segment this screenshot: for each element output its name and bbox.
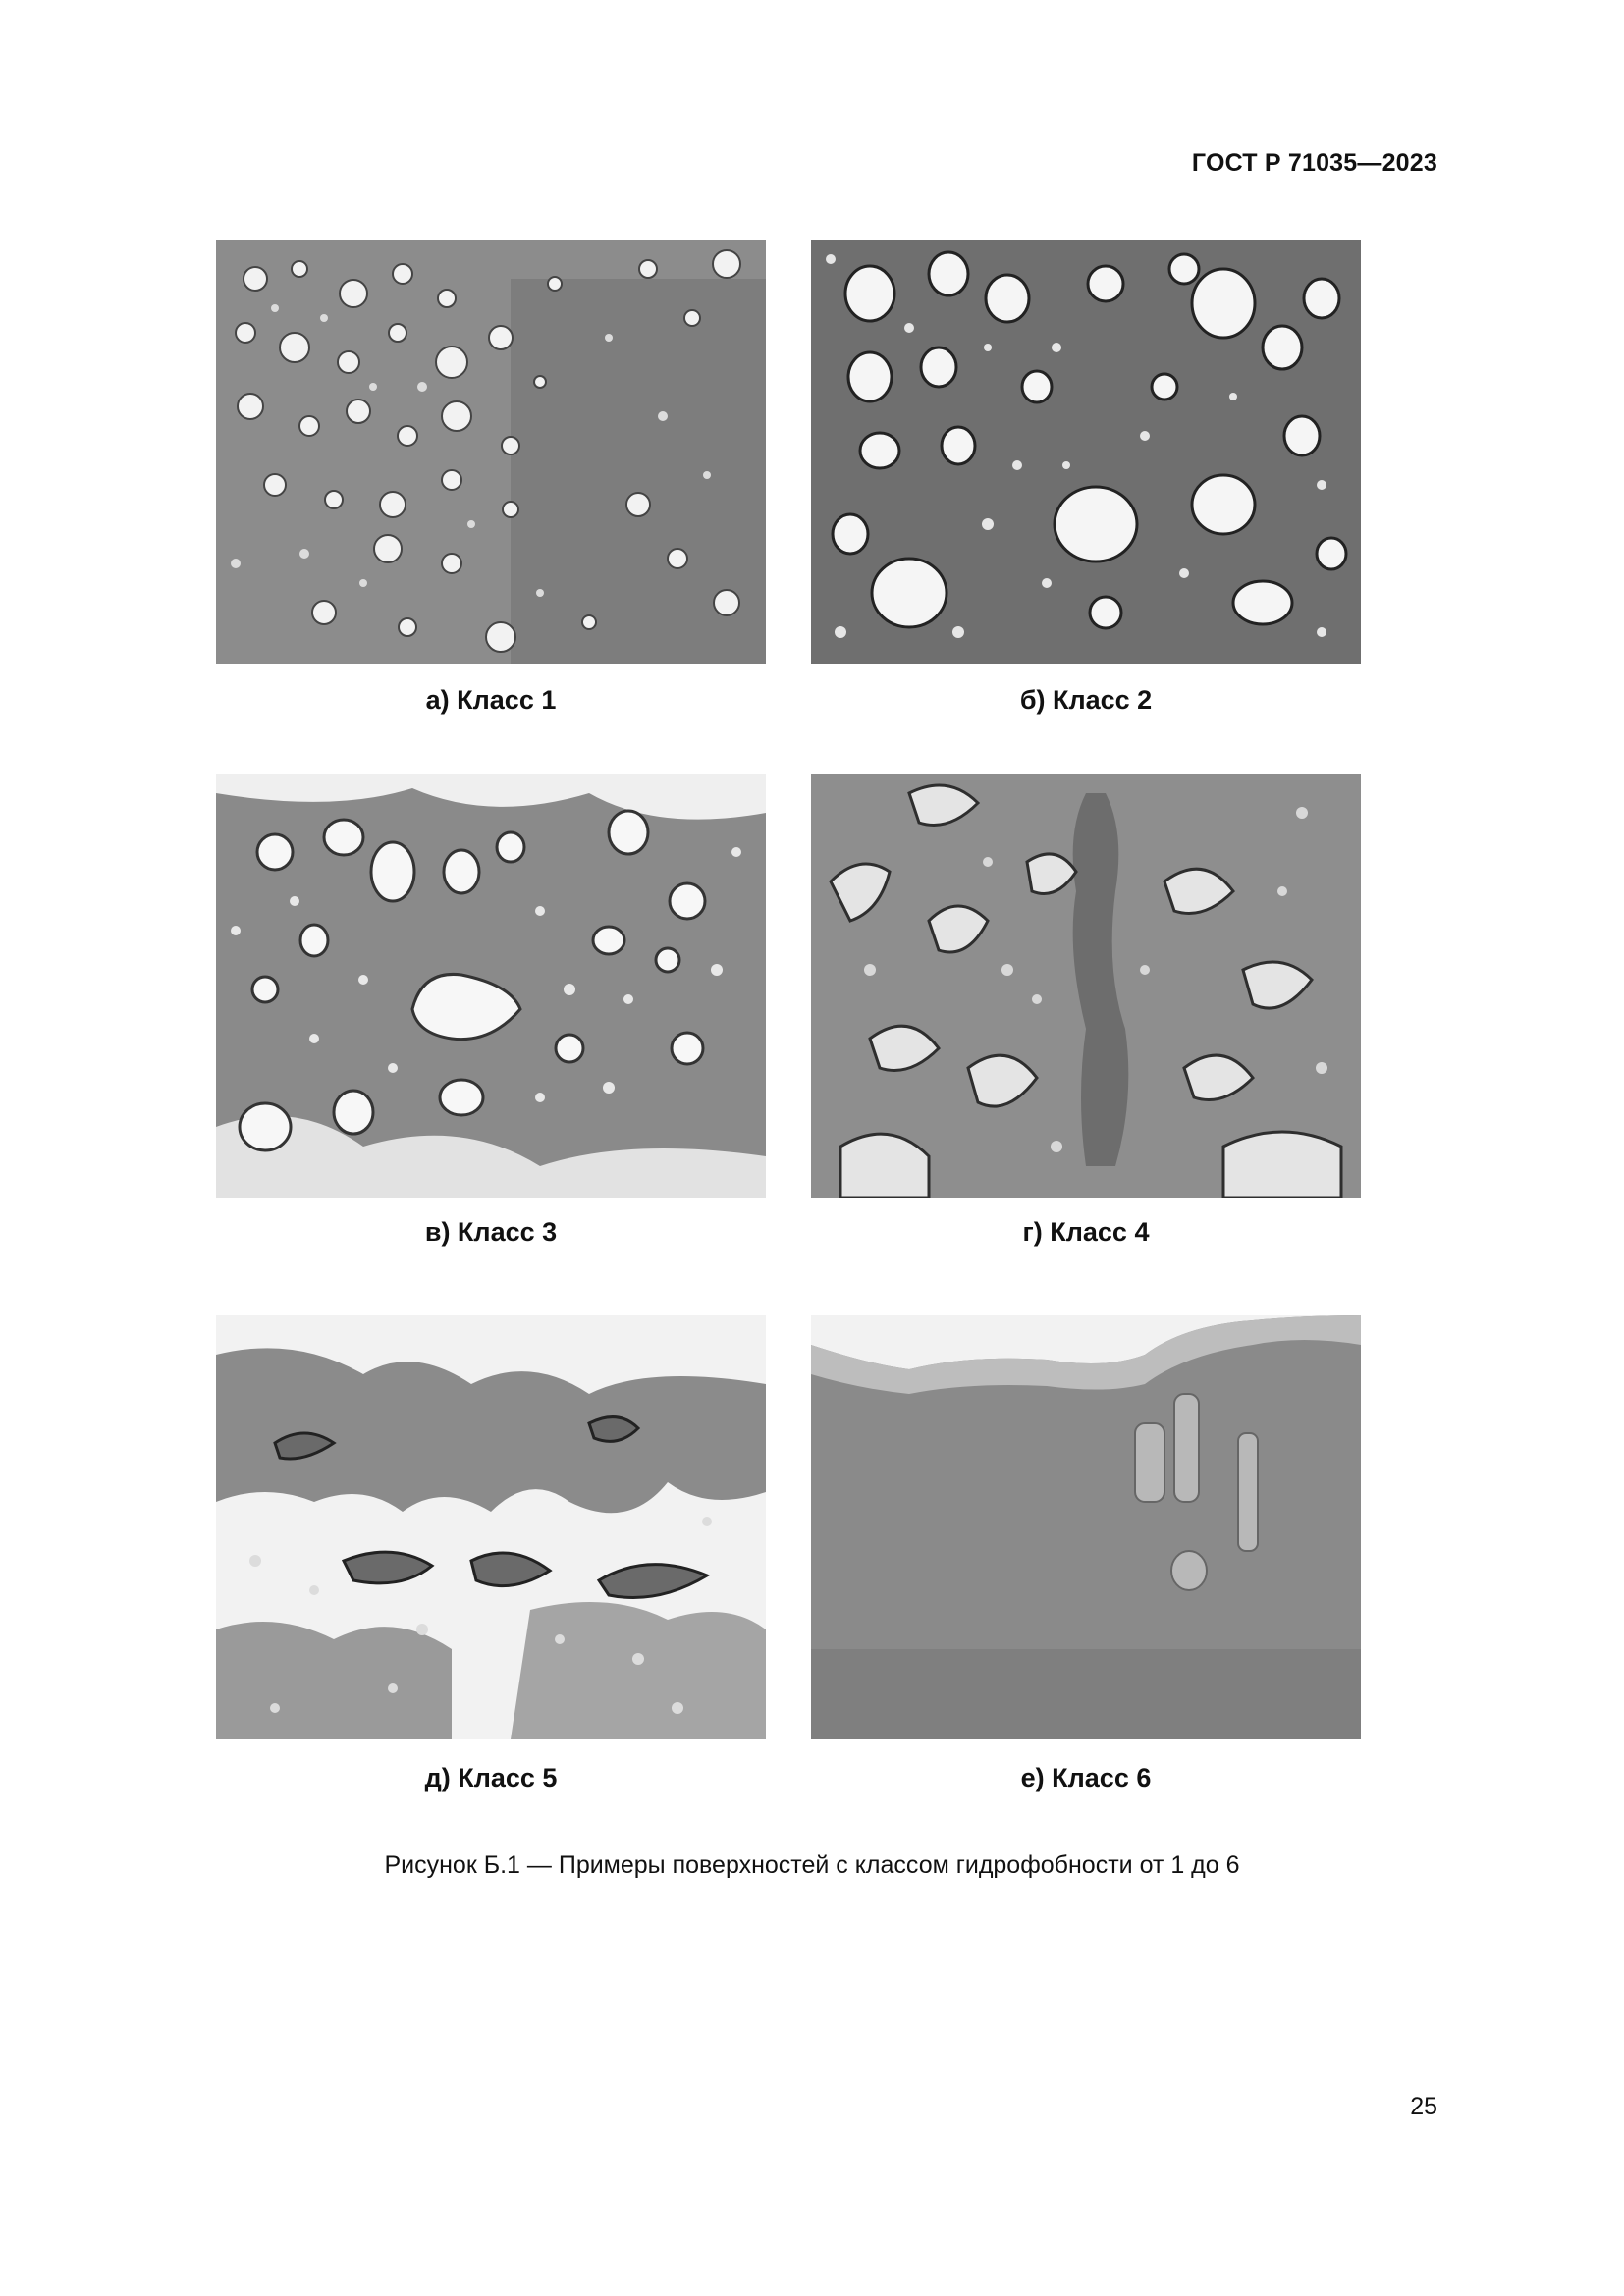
panel-class-6-caption: е) Класс 6 — [1020, 1763, 1152, 1792]
panel-class-5-image — [216, 1315, 766, 1739]
panel-class-2-image — [811, 240, 1361, 664]
panel-class-2-caption: б) Класс 2 — [1019, 685, 1153, 715]
panel-class-1-caption: а) Класс 1 — [425, 685, 557, 715]
panel-class-1-image — [216, 240, 766, 664]
panel-class-5-caption: д) Класс 5 — [424, 1763, 558, 1792]
panel-class-4-image — [811, 774, 1361, 1198]
figure-caption: Рисунок Б.1 — Примеры поверхностей с классом гидрофобности от 1 до 6 — [384, 1851, 1240, 1879]
panel-class-6-image — [811, 1315, 1361, 1739]
page-number: 25 — [1410, 2093, 1437, 2120]
panel-class-4-caption: г) Класс 4 — [1022, 1217, 1150, 1247]
panel-class-3-image — [216, 774, 766, 1198]
panel-class-3-caption: в) Класс 3 — [424, 1217, 558, 1247]
document-id: ГОСТ Р 71035—2023 — [1191, 149, 1437, 177]
